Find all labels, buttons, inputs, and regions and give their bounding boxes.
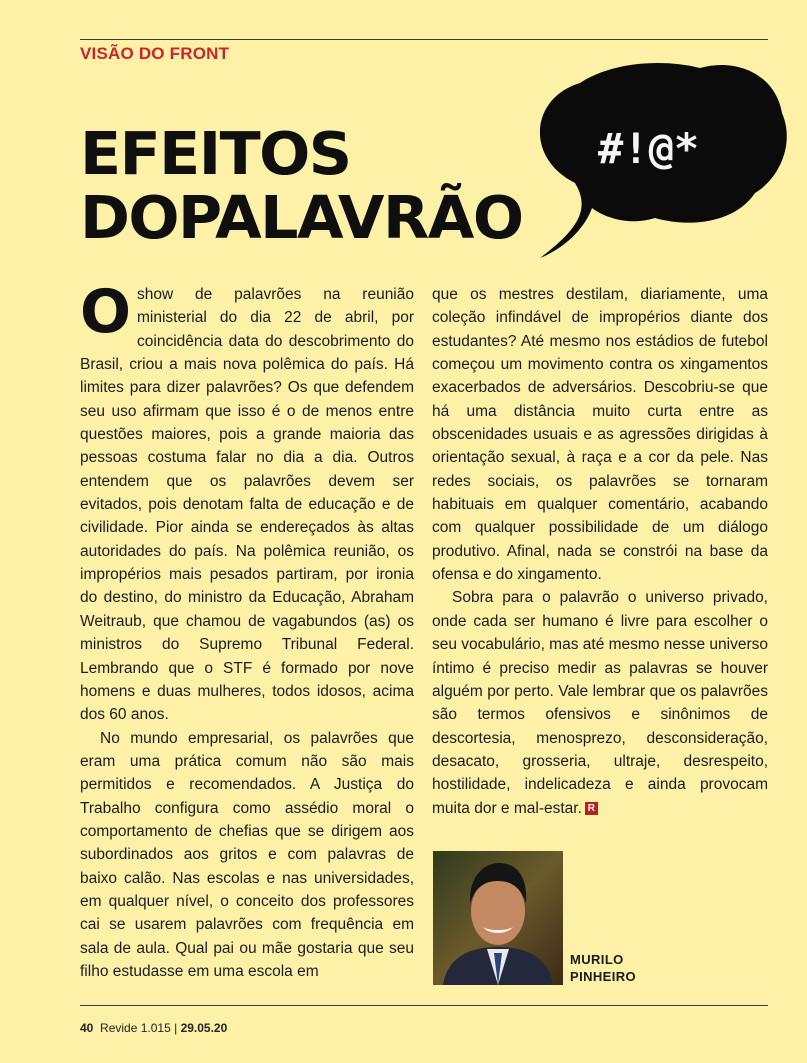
author-photo (433, 851, 563, 985)
author-first-name: MURILO (570, 952, 624, 967)
article-column-left (80, 277, 414, 983)
drop-cap: O (80, 277, 132, 347)
article-paragraph: que os mestres destilam, diariamente, uma coleção infindável de impropérios diante dos estudantes? Até mesmo nos estádios de futebol começou um movimento contra os xingamentos exacerbados de adversários. Descobriu-se que há uma distância muito curta entre as obscenidades usuais e as agressões dirigidas à orientação sexual, à raça e a cor da pele. Nas redes sociais, os palavrões se tornaram habituais em qualquer comentário, acabando com qualquer possibilidade de um diálogo produtivo. Afinal, nada se constrói na base da ofensa e do xingamento. (432, 286, 768, 584)
bubble-text: #!@* (598, 124, 700, 173)
page-number: 40 (80, 1021, 94, 1035)
headline-line-2: DOPALAVRÃO (80, 183, 523, 252)
page-footer (80, 1021, 227, 1035)
magazine-issue: Revide 1.015 (100, 1021, 171, 1035)
author-last-name: PINHEIRO (570, 969, 637, 984)
headline (80, 119, 523, 252)
footer-separator: | (174, 1021, 178, 1035)
headline-line-1: EFEITOS (80, 119, 351, 188)
top-rule (80, 39, 768, 40)
speech-bubble-icon (520, 58, 790, 258)
article-paragraph: No mundo empresarial, os palavrões que eram uma prática comum não são mais permitidos e recomendados. A Justiça do Trabalho configura como assédio moral o comportamento de chefias que se dirigem aos subordinados aos gritos e com palavras de baixo calão. Nas escolas e nas universidades, em qualquer nível, o conceito dos professores cai se usarem palavrões com frequência em sala de aula. Qual pai ou mãe gostaria que seu filho estudasse em uma escola em (80, 729, 414, 980)
bottom-rule (80, 1005, 768, 1006)
article-column-right (432, 283, 768, 820)
author-name (570, 951, 636, 985)
section-label: VISÃO DO FRONT (80, 44, 230, 63)
issue-date: 29.05.20 (180, 1021, 228, 1035)
article-text: Sobra para o palavrão o universo privado, onde cada ser humano é livre para escolher o seu vocabulário, mas até mesmo nesse universo íntimo é preciso medir as palavras se houver alguém por perto. Vale lembrar que os palavrões são termos ofensivos e sinônimos de descortesia, menosprezo, desconsideração, desacato, grosseria, ultraje, desrespeito, hostilidade, indelicadeza e ainda provocam muita dor e mal-estar. (432, 589, 768, 817)
article-text: show de palavrões na reunião ministerial do dia 22 de abril, por coincidência data do descobrimento do Brasil, criou a mais nova polêmica do país. Há limites para dizer palavrões? Os que defendem seu uso afirmam que isso é o de menos entre questões maiores, pois a grande maioria das pessoas costuma falar no dia a dia. Outros entendem que os palavrões devem ser evitados, pois denotam falta de educação e de civilidade. Pior ainda se endereçados às altas autoridades do país. Na polêmica reunião, os impropérios mais pesados partiram, por ironia do destino, do ministro da Educação, Abraham Weitraub, que chamou de vagabundos (as) os ministros do Supremo Tribunal Federal. Lembrando que o STF é formado por nove homens e duas mulheres, todos idosos, acima dos 60 anos. (80, 286, 414, 724)
end-mark-icon: R (585, 802, 598, 815)
article-paragraph (432, 586, 768, 819)
article-paragraph (80, 277, 414, 727)
